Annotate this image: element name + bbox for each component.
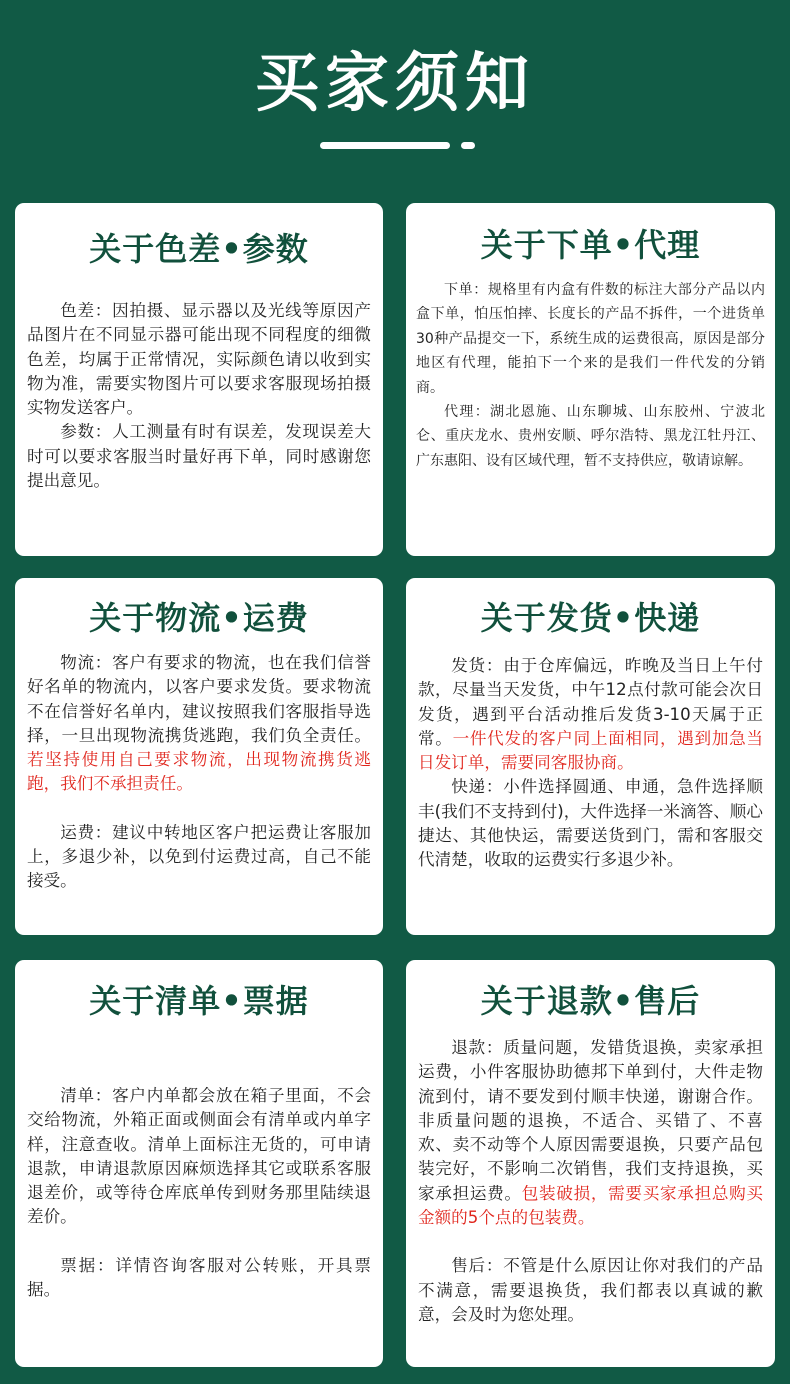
page-title: 买家须知 xyxy=(255,47,535,121)
paragraph-color-diff: 色差：因拍摄、显示器以及光线等原因产品图片在不同显示器可能出现不同程度的细微色差，均属于正常情况，实际颜色请以收到实物为准，需要实物图片可以要求客服现场拍摄实物发送客户。 xyxy=(27,301,371,418)
card-title: 关于清单•票据 xyxy=(89,982,309,1020)
card-list-invoice xyxy=(15,960,383,1367)
refund-warning: 包装破损，需要买家承担总购买金额的5个点的包装费。 xyxy=(418,1183,764,1228)
paragraph-order: 下单：规格里有内盒有件数的标注大部分产品以内盒下单，怕压怕摔、长度长的产品不拆件，一个进货单30种产品提交一下，系统生成的运费很高，原因是部分地区有代理，能拍下一个来的是我们一件代发的分销商。 xyxy=(416,282,765,396)
shipping-warning: 一件代发的客户同上面相同，遇到加急当日发订单，需要同客服协商。 xyxy=(418,728,764,773)
paragraph-invoice: 票据：详情咨询客服对公转账，开具票据。 xyxy=(27,1255,371,1300)
paragraph-params: 参数：人工测量有时有误差，发现误差大时可以要求客服当时量好再下单，同时感谢您提出意见。 xyxy=(27,422,371,491)
card-body xyxy=(416,278,765,473)
card-body xyxy=(27,651,371,894)
card-title: 关于物流•运费 xyxy=(89,599,309,637)
card-title: 关于退款•售后 xyxy=(480,982,701,1020)
paragraph-agent: 代理：湖北恩施、山东聊城、山东胶州、宁波北仑、重庆龙水、贵州安顺、呼尔浩特、黑龙江牡丹江、广东惠阳、设有区域代理，暂不支持供应，敬请谅解。 xyxy=(416,404,765,469)
card-shipping-express xyxy=(406,578,775,935)
card-body xyxy=(27,1084,371,1302)
card-title: 关于下单•代理 xyxy=(480,226,701,264)
paragraph-shipping xyxy=(418,654,763,775)
paragraph-list: 清单：客户内单都会放在箱子里面，不会交给物流，外箱正面或侧面会有清单或内单字样，注意查收。清单上面标注无货的，可申请退款，申请退款原因麻烦选择其它或联系客服退差价，或等待仓库底单传到财务那里陆续退差价。 xyxy=(27,1086,371,1227)
card-body xyxy=(418,654,763,873)
card-logistics-freight xyxy=(15,578,383,935)
paragraph-refund xyxy=(418,1036,763,1230)
card-title: 关于色差•参数 xyxy=(89,230,309,268)
card-body xyxy=(418,1036,763,1327)
spacer xyxy=(27,1230,371,1254)
card-order-agent xyxy=(406,203,775,556)
card-body xyxy=(27,299,371,493)
refund-text: 退款：质量问题，发错货退换，卖家承担运费，小件客服协助德邦下单到付，大件走物流到付，请不要发到付顺丰快递，谢谢合作。非质量问题的退换，不适合、买错了、不喜欢、卖不动等个人原因需要退换，只要产品包装完好，不影响二次销售，我们支持退换，买家承担运费。 xyxy=(418,1038,763,1203)
title-underline xyxy=(320,142,450,149)
spacer xyxy=(418,1230,763,1254)
spacer xyxy=(27,797,371,821)
card-refund-aftersale xyxy=(406,960,775,1367)
shipping-text: 发货：由于仓库偏远，昨晚及当日上午付款，尽量当天发货，中午12点付款可能会次日发货，遇到平台活动推后发货3-10天属于正常。 xyxy=(418,656,763,748)
paragraph-aftersale: 售后：不管是什么原因让你对我们的产品不满意，需要退换货，我们都表以真诚的歉意，会及时为您处理。 xyxy=(418,1256,763,1324)
paragraph-logistics xyxy=(27,651,371,797)
card-title: 关于发货•快递 xyxy=(480,599,701,637)
card-color-params xyxy=(15,203,383,556)
paragraph-express: 快递：小件选择圆通、申通，急件选择顺丰(我们不支持到付)，大件选择一米滴答、顺心捷达、其他快运，需要送货到门，需和客服交代清楚，收取的运费实行多退少补。 xyxy=(418,777,763,870)
title-underline-dot xyxy=(461,142,475,149)
paragraph-freight: 运费：建议中转地区客户把运费让客服加上，多退少补，以免到付运费过高，自己不能接受。 xyxy=(27,822,371,891)
logistics-text: 物流：客户有要求的物流，也在我们信誉好名单的物流内，以客户要求发货。要求物流不在信誉好名单内，建议按照我们客服指导选择，一旦出现物流携货逃跑，我们负全责任。 xyxy=(27,653,371,745)
logistics-warning: 若坚持使用自己要求物流，出现物流携货逃跑，我们不承担责任。 xyxy=(27,750,371,794)
